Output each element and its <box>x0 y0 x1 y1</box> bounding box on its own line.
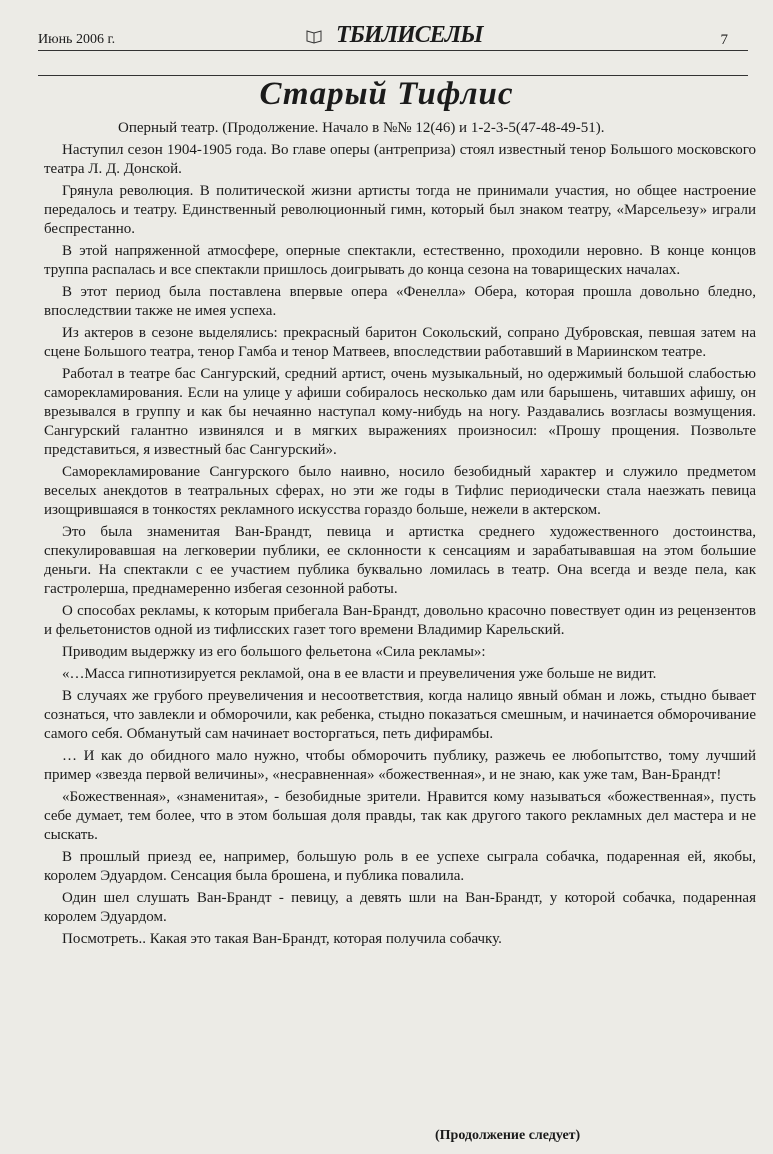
article-paragraph: Посмотреть.. Какая это такая Ван-Брандт, которая получила собачку. <box>62 931 502 947</box>
continued-note: (Продолжение следует) <box>435 1128 581 1143</box>
article-paragraph: Грянула революция. В политической жизни артисты тогда не принимали участия, но общее настроение передалось и театру. Единственный революционный гимн, который был знаком театру, «Марсельезу» играли беспрестанно. <box>44 183 756 237</box>
article-paragraph: Один шел слушать Ван-Брандт - певицу, а девять шли на Ван-Брандт, у которой собачка, подаренная королем Эдуардом. <box>44 890 756 925</box>
article-paragraph: Оперный театр. (Продолжение. Начало в №№ 12(46) и 1-2-3-5(47-48-49-51). <box>118 120 605 136</box>
book-icon <box>306 28 322 44</box>
article-paragraph: В этой напряженной атмосфере, оперные спектакли, естественно, проходили неровно. В конце концов труппа распалась и все спектакли пришлось доигрывать до конца сезона на товарищеских началах. <box>44 243 756 278</box>
article-paragraph: В прошлый приезд ее, например, большую роль в ее успехе сыграла собачка, подаренная ей, якобы, королем Эдуардом. Сенсация была брошена, и публика повалила. <box>44 849 756 884</box>
article-paragraph: Работал в театре бас Сангурский, средний артист, очень музыкальный, но одержимый большой слабостью саморекламирования. Если на улице у афиши собиралось несколько дам или барышень, читавших афишу, он врезывался в группу и как бы нечаянно наступал кому-нибудь на ногу. Раздавались возгласы возмущения. Сангурский галантно извинялся и в мягких выражениях произносил: «Прошу прощения. Позвольте представиться, я известный бас Сангурский». <box>44 366 756 458</box>
newspaper-logo: ТБИЛИСЕЛЫ <box>336 22 483 48</box>
page-number: 7 <box>720 32 728 48</box>
page-header <box>38 20 728 50</box>
article-paragraph: О способах рекламы, к которым прибегала Ван-Брандт, довольно красочно повествует один из рецензентов и фельетонистов одной из тифлисских газет того времени Владимир Карельский. <box>44 603 756 638</box>
header-divider <box>38 50 748 51</box>
article-body <box>44 119 756 952</box>
article-title: Старый Тифлис <box>259 76 514 112</box>
article-paragraph: Из актеров в сезоне выделялись: прекрасный баритон Сокольский, сопрано Дубровская, певшая затем на сцене Большого театра, тенор Гамба и тенор Матвеев, впоследствии работавший в Мариинском театре. <box>44 325 756 360</box>
article-paragraph: «…Масса гипнотизируется рекламой, она в ее власти и преувеличения уже больше не видит. <box>62 666 657 682</box>
issue-date: Июнь 2006 г. <box>38 32 116 47</box>
article-paragraph: Наступил сезон 1904-1905 года. Во главе оперы (антреприза) стоял известный тенор Большого московского театра Л. Д. Донской. <box>44 142 756 177</box>
article-paragraph: Это была знаменитая Ван-Брандт, певица и артистка среднего художественного достоинства, спекулировавшая на легковерии публики, ее склонности к сенсациям и зарабатывавшая на этом большие деньги. На спектакли с ее участием публика буквально ломилась в театр. Она всегда и везде пела, как гастролерша, преднамеренно избегая сезонной работы. <box>44 524 756 597</box>
article-paragraph: … И как до обидного мало нужно, чтобы обморочить публику, разжечь ее любопытство, тому лучший пример «звезда первой величины», «несравненная» «божественная», и не знаю, как уже там, Ван-Брандт! <box>44 748 756 783</box>
article-paragraph: В случаях же грубого преувеличения и несоответствия, когда налицо явный обман и ложь, стыдно бывает сознаться, что завлекли и обморочили, как ребенка, стыдно показаться смешным, и начинается обморочивание самого себя. Обманутый сам начинает восторгаться, петь дифирамбы. <box>44 688 756 742</box>
article-paragraph: В этот период была поставлена впервые опера «Фенелла» Обера, которая прошла довольно бледно, впоследствии также не имея успеха. <box>44 284 756 319</box>
article-paragraph: Приводим выдержку из его большого фельетона «Сила рекламы»: <box>62 644 486 660</box>
article-paragraph: «Божественная», «знаменитая», - безобидные зрители. Нравится кому называться «божественная», пусть себе думает, тем более, что в этом большая доля правды, так как другого такого рекламных дел мастера и не сыскать. <box>44 789 756 843</box>
article-paragraph: Саморекламирование Сангурского было наивно, носило безобидный характер и служило предметом веселых анекдотов в театральных сферах, но эти же годы в Тифлис периодически стала наезжать певица изощрившаяся в тонкостях рекламного искусства гораздо больше, нежели в актерском. <box>44 464 756 518</box>
